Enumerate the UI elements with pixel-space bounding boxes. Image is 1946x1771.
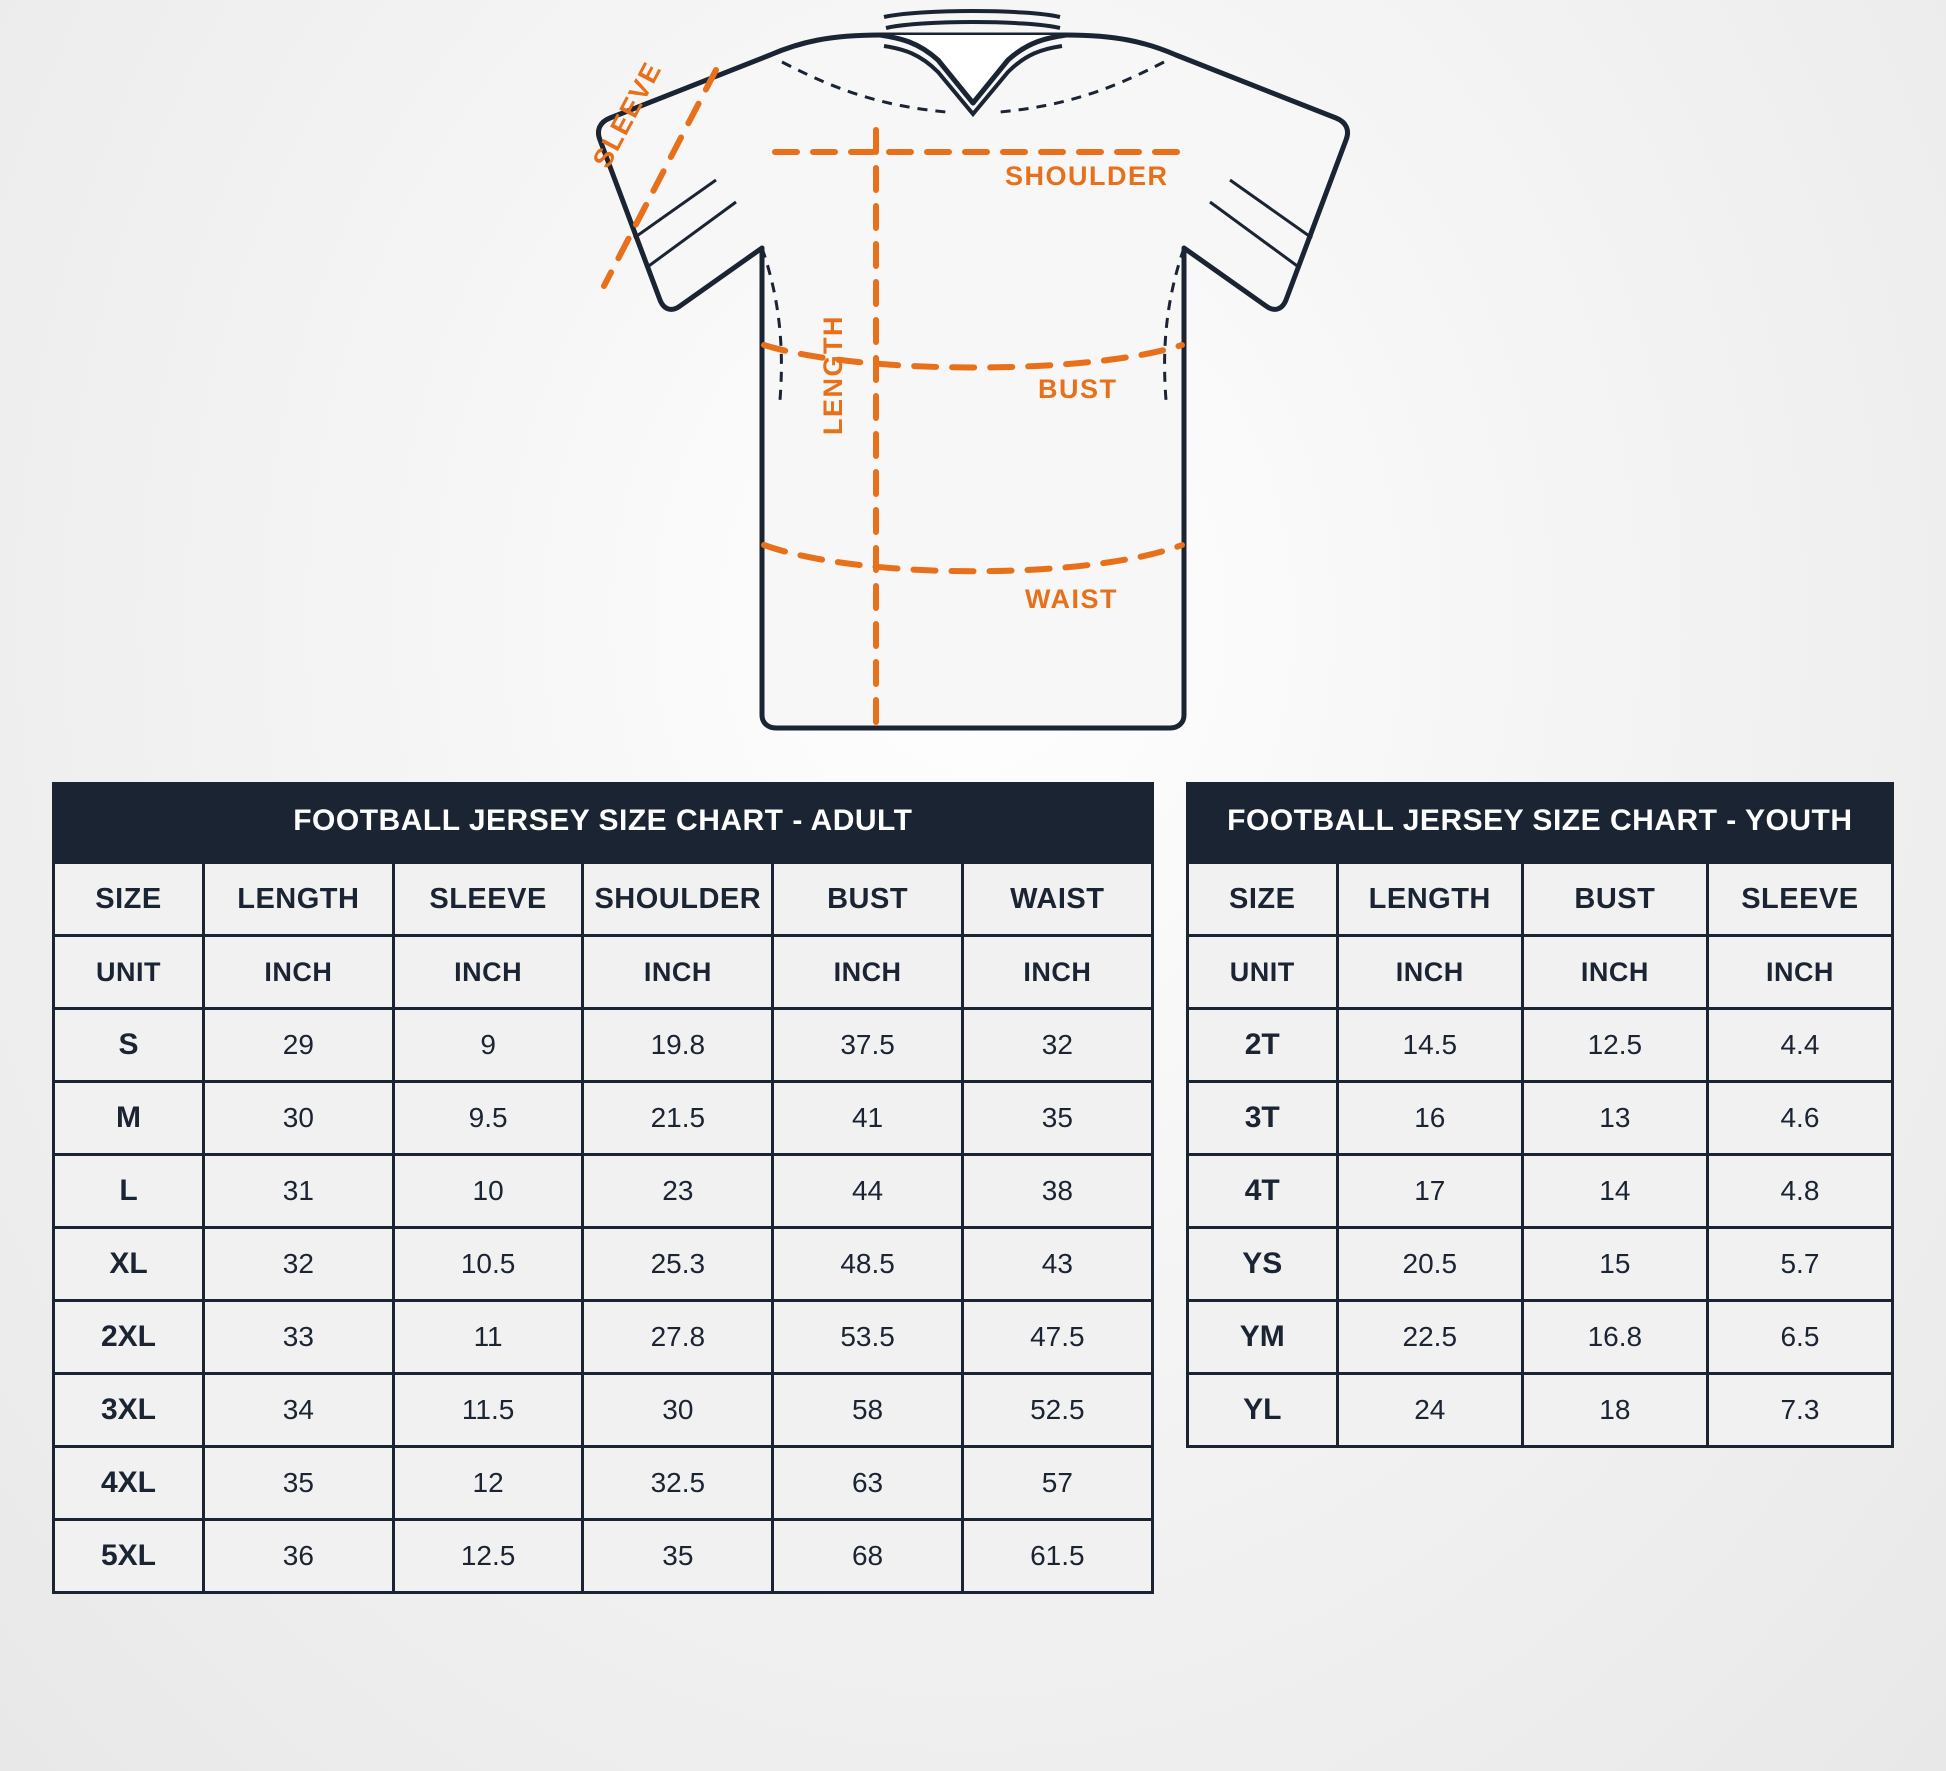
youth-sleeve: 4.6 bbox=[1707, 1082, 1892, 1155]
youth-bust: 14 bbox=[1522, 1155, 1707, 1228]
youth-unit-bust: INCH bbox=[1522, 936, 1707, 1009]
adult-sleeve: 9.5 bbox=[393, 1082, 583, 1155]
youth-sleeve: 7.3 bbox=[1707, 1374, 1892, 1447]
adult-length: 29 bbox=[204, 1009, 394, 1082]
youth-col-bust: BUST bbox=[1522, 863, 1707, 936]
adult-waist: 35 bbox=[962, 1082, 1152, 1155]
youth-sleeve: 4.4 bbox=[1707, 1009, 1892, 1082]
adult-waist: 61.5 bbox=[962, 1520, 1152, 1593]
adult-size-chart bbox=[52, 782, 1154, 1594]
adult-shoulder: 32.5 bbox=[583, 1447, 773, 1520]
youth-length: 14.5 bbox=[1337, 1009, 1522, 1082]
table-row bbox=[1187, 1155, 1892, 1228]
youth-bust: 12.5 bbox=[1522, 1009, 1707, 1082]
table-row bbox=[54, 1447, 1153, 1520]
adult-col-bust: BUST bbox=[773, 863, 963, 936]
youth-unit-label: UNIT bbox=[1187, 936, 1337, 1009]
youth-sleeve: 5.7 bbox=[1707, 1228, 1892, 1301]
adult-size: M bbox=[54, 1082, 204, 1155]
youth-bust: 18 bbox=[1522, 1374, 1707, 1447]
youth-col-sleeve: SLEEVE bbox=[1707, 863, 1892, 936]
adult-bust: 44 bbox=[773, 1155, 963, 1228]
youth-bust: 13 bbox=[1522, 1082, 1707, 1155]
adult-shoulder: 35 bbox=[583, 1520, 773, 1593]
adult-size: 2XL bbox=[54, 1301, 204, 1374]
youth-size-chart bbox=[1186, 782, 1894, 1448]
table-row bbox=[54, 1082, 1153, 1155]
youth-size: YM bbox=[1187, 1301, 1337, 1374]
table-row bbox=[54, 936, 1153, 1009]
adult-unit-shoulder: INCH bbox=[583, 936, 773, 1009]
jersey-measurement-illustration bbox=[0, 0, 1946, 790]
adult-unit-waist: INCH bbox=[962, 936, 1152, 1009]
adult-sleeve: 10 bbox=[393, 1155, 583, 1228]
adult-bust: 53.5 bbox=[773, 1301, 963, 1374]
adult-unit-label: UNIT bbox=[54, 936, 204, 1009]
adult-length: 30 bbox=[204, 1082, 394, 1155]
label-waist: WAIST bbox=[1025, 584, 1118, 614]
adult-bust: 63 bbox=[773, 1447, 963, 1520]
youth-size: 2T bbox=[1187, 1009, 1337, 1082]
table-row bbox=[54, 1009, 1153, 1082]
youth-size-table bbox=[1186, 861, 1894, 1448]
adult-size: S bbox=[54, 1009, 204, 1082]
adult-bust: 48.5 bbox=[773, 1228, 963, 1301]
youth-bust: 15 bbox=[1522, 1228, 1707, 1301]
youth-col-size: SIZE bbox=[1187, 863, 1337, 936]
adult-length: 33 bbox=[204, 1301, 394, 1374]
adult-waist: 57 bbox=[962, 1447, 1152, 1520]
table-row bbox=[54, 1301, 1153, 1374]
youth-size: YS bbox=[1187, 1228, 1337, 1301]
adult-shoulder: 19.8 bbox=[583, 1009, 773, 1082]
table-row bbox=[1187, 1374, 1892, 1447]
youth-length: 16 bbox=[1337, 1082, 1522, 1155]
table-row bbox=[1187, 1082, 1892, 1155]
youth-unit-length: INCH bbox=[1337, 936, 1522, 1009]
adult-shoulder: 21.5 bbox=[583, 1082, 773, 1155]
adult-col-length: LENGTH bbox=[204, 863, 394, 936]
table-header-row bbox=[54, 863, 1153, 936]
adult-sleeve: 11.5 bbox=[393, 1374, 583, 1447]
adult-bust: 41 bbox=[773, 1082, 963, 1155]
adult-sleeve: 9 bbox=[393, 1009, 583, 1082]
adult-size-table bbox=[52, 861, 1154, 1594]
adult-sleeve: 11 bbox=[393, 1301, 583, 1374]
adult-col-size: SIZE bbox=[54, 863, 204, 936]
adult-size: 5XL bbox=[54, 1520, 204, 1593]
adult-bust: 68 bbox=[773, 1520, 963, 1593]
adult-size: 3XL bbox=[54, 1374, 204, 1447]
youth-unit-sleeve: INCH bbox=[1707, 936, 1892, 1009]
youth-bust: 16.8 bbox=[1522, 1301, 1707, 1374]
adult-sleeve: 10.5 bbox=[393, 1228, 583, 1301]
adult-bust: 37.5 bbox=[773, 1009, 963, 1082]
adult-size: 4XL bbox=[54, 1447, 204, 1520]
table-row bbox=[1187, 1301, 1892, 1374]
youth-chart-title: FOOTBALL JERSEY SIZE CHART - YOUTH bbox=[1186, 782, 1894, 861]
label-shoulder: SHOULDER bbox=[1005, 161, 1169, 191]
adult-bust: 58 bbox=[773, 1374, 963, 1447]
table-row bbox=[54, 1155, 1153, 1228]
adult-waist: 38 bbox=[962, 1155, 1152, 1228]
youth-length: 17 bbox=[1337, 1155, 1522, 1228]
adult-length: 32 bbox=[204, 1228, 394, 1301]
adult-col-sleeve: SLEEVE bbox=[393, 863, 583, 936]
adult-shoulder: 23 bbox=[583, 1155, 773, 1228]
youth-size: 4T bbox=[1187, 1155, 1337, 1228]
adult-col-waist: WAIST bbox=[962, 863, 1152, 936]
adult-length: 31 bbox=[204, 1155, 394, 1228]
table-row bbox=[1187, 1228, 1892, 1301]
adult-length: 35 bbox=[204, 1447, 394, 1520]
adult-chart-title: FOOTBALL JERSEY SIZE CHART - ADULT bbox=[52, 782, 1154, 861]
adult-unit-sleeve: INCH bbox=[393, 936, 583, 1009]
adult-shoulder: 30 bbox=[583, 1374, 773, 1447]
youth-sleeve: 4.8 bbox=[1707, 1155, 1892, 1228]
adult-unit-bust: INCH bbox=[773, 936, 963, 1009]
youth-length: 22.5 bbox=[1337, 1301, 1522, 1374]
adult-shoulder: 25.3 bbox=[583, 1228, 773, 1301]
youth-length: 20.5 bbox=[1337, 1228, 1522, 1301]
adult-waist: 52.5 bbox=[962, 1374, 1152, 1447]
adult-sleeve: 12.5 bbox=[393, 1520, 583, 1593]
table-row bbox=[54, 1374, 1153, 1447]
table-row bbox=[1187, 936, 1892, 1009]
youth-col-length: LENGTH bbox=[1337, 863, 1522, 936]
adult-shoulder: 27.8 bbox=[583, 1301, 773, 1374]
adult-waist: 43 bbox=[962, 1228, 1152, 1301]
adult-length: 36 bbox=[204, 1520, 394, 1593]
adult-waist: 32 bbox=[962, 1009, 1152, 1082]
label-sleeve: SLEEVE bbox=[586, 56, 668, 173]
table-row bbox=[1187, 1009, 1892, 1082]
adult-size: L bbox=[54, 1155, 204, 1228]
table-row bbox=[54, 1520, 1153, 1593]
label-length: LENGTH bbox=[818, 315, 848, 435]
adult-length: 34 bbox=[204, 1374, 394, 1447]
adult-waist: 47.5 bbox=[962, 1301, 1152, 1374]
table-header-row bbox=[1187, 863, 1892, 936]
youth-sleeve: 6.5 bbox=[1707, 1301, 1892, 1374]
label-bust: BUST bbox=[1038, 374, 1118, 404]
youth-size: 3T bbox=[1187, 1082, 1337, 1155]
adult-sleeve: 12 bbox=[393, 1447, 583, 1520]
youth-length: 24 bbox=[1337, 1374, 1522, 1447]
adult-size: XL bbox=[54, 1228, 204, 1301]
adult-unit-length: INCH bbox=[204, 936, 394, 1009]
youth-size: YL bbox=[1187, 1374, 1337, 1447]
table-row bbox=[54, 1228, 1153, 1301]
adult-col-shoulder: SHOULDER bbox=[583, 863, 773, 936]
